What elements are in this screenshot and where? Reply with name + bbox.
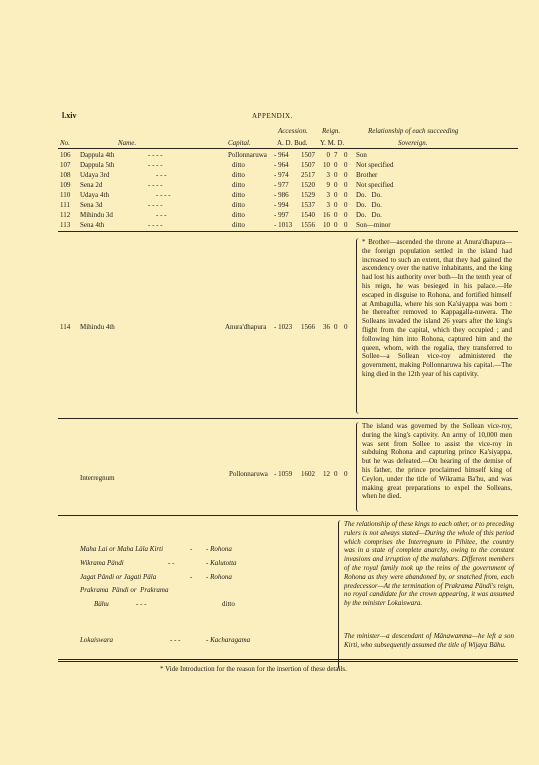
row-ad: - 994: [274, 201, 289, 209]
row-years: 12: [323, 470, 330, 478]
row-capital: Pollonnaruwa: [228, 151, 267, 159]
col-relationship: Relationship of each succeeding: [368, 127, 459, 135]
king-dots: -: [190, 545, 193, 553]
row-bud: 1507: [301, 161, 315, 169]
header-rule: [58, 148, 518, 149]
row-days: 0: [344, 171, 348, 179]
col-ad-bud: A. D. Bud.: [277, 139, 308, 147]
row-rule: [58, 515, 518, 516]
row-months: 7: [334, 151, 338, 159]
row-ad: - 977: [274, 181, 289, 189]
row-ad: - 1013: [274, 221, 293, 229]
row-name: Mihindu 3d: [80, 211, 113, 219]
row-name: Sena 2d: [80, 181, 103, 189]
row-bud: 1556: [301, 221, 315, 229]
row-relationship: Do. Do.: [356, 191, 382, 199]
col-no: No.: [60, 139, 70, 147]
row-months: 0: [334, 191, 338, 199]
row-ad: - 974: [274, 171, 289, 179]
king-capital: - Kacharagama: [206, 636, 251, 644]
row-relationship: Brother: [356, 171, 378, 179]
row-years: 3: [326, 201, 330, 209]
col-capital: Capital.: [228, 139, 251, 147]
row-ad: - 1059: [274, 470, 293, 478]
row-capital: ditto: [232, 221, 245, 229]
row-relationship: Not specified: [356, 181, 394, 189]
row-name: Interregnum: [80, 474, 115, 482]
row-dots: - - - -: [148, 221, 163, 229]
row-months: 0: [334, 211, 338, 219]
row-years: 0: [326, 151, 330, 159]
row-capital: Anura'dhapura: [225, 323, 267, 331]
row-months: 0: [334, 221, 338, 229]
row-dots: - - - -: [148, 201, 163, 209]
row-bud: 1602: [301, 470, 315, 478]
row-days: 0: [344, 221, 348, 229]
row-bud: 1529: [301, 191, 315, 199]
row-days: 0: [344, 323, 348, 331]
row-capital: ditto: [232, 161, 245, 169]
row-dots: - - - -: [148, 151, 163, 159]
col-reign: Reign.: [322, 127, 341, 135]
row-ad: - 997: [274, 211, 289, 219]
row-months: 0: [334, 181, 338, 189]
king-name: Prakrama Pändi or Prakrama: [80, 586, 169, 594]
row-ad: - 964: [274, 151, 289, 159]
row-days: 0: [344, 151, 348, 159]
col-sovereign: Sovereign.: [398, 139, 428, 147]
king-name: Lokaiswara: [80, 636, 114, 644]
king-capital: ditto: [222, 600, 235, 608]
row-months: 0: [334, 201, 338, 209]
col-ymd: Y. M. D.: [320, 139, 345, 147]
row-years: 10: [323, 161, 330, 169]
row-name: Udaya 4th: [80, 191, 109, 199]
row-no: 113: [60, 221, 71, 229]
mihindu-note: * Brother—ascended the throne at Anura'dhapura— the foreign population settled in the island had increased to such an extent, that they had gained the ascendency over the native inhabitants, and the king had lost his authority over both—In the tenth year of his reign, he was besieged in his palace.—He escaped in disguise to Rohona, and fortified himself at Ambagulla, where his son Ka'siyappa was born : he thereafter removed to Kappagalla-nuwera. The Solleans invaded the island 26 years after the king's flight from the capital, which they occupied ; and following him into Rohona, captured him and the queen, whom, with the regalia, they transferred to Sollee—a Sollean vice-roy administered the government, making Pollonnaruwa his capital.—The king died in the 12th year of his captivity.: [362, 238, 512, 378]
king-capital: - Kalutotta: [206, 559, 237, 567]
king-capital: - Rohona: [206, 545, 232, 553]
king-name: Maha Lai or Maha Läla Kirti: [80, 545, 164, 553]
row-days: 0: [344, 161, 348, 169]
row-dots: - - -: [156, 171, 167, 179]
row-capital: ditto: [232, 201, 245, 209]
row-name: Dappula 5th: [80, 161, 115, 169]
row-name: Dappula 4th: [80, 151, 115, 159]
row-ad: - 1023: [274, 323, 293, 331]
interregnum-note: The island was governed by the Sollean vice-roy, during the king's captivity. An army of 10,000 men was sent from Sollee to assist the vice-roy in subduing Rohona and capturing prince Ka'siyappa, but he was defeated.—On hearing of the demise of his father, the prince proclaimed himself king of Ceylon, under the title of Wikrama Ba'hu, and was making great preparations to expel the Solleans, when he died.: [362, 422, 512, 501]
row-days: 0: [344, 201, 348, 209]
row-no: 110: [60, 191, 71, 199]
col-name: Name.: [118, 139, 137, 147]
king-dots: - - -: [136, 600, 147, 608]
row-days: 0: [344, 191, 348, 199]
row-bud: 1507: [301, 151, 315, 159]
row-dots: - - -: [156, 211, 167, 219]
row-bud: 2517: [301, 171, 315, 179]
row-relationship: Not specified: [356, 161, 394, 169]
row-years: 36: [323, 323, 330, 331]
row-no: 114: [60, 323, 71, 331]
row-bud: 1540: [301, 211, 315, 219]
king-dots: - -: [168, 559, 175, 567]
king-dots: -: [190, 573, 193, 581]
row-dots: - - - -: [148, 161, 163, 169]
king-capital: - Rohona: [206, 573, 232, 581]
brace: [356, 422, 361, 512]
row-rule: [58, 418, 518, 419]
row-name: Udaya 3rd: [80, 171, 110, 179]
king-name: Bähu: [94, 600, 109, 608]
row-capital: ditto: [232, 191, 245, 199]
col-accession: Accession.: [278, 127, 308, 135]
row-name: Sena 3d: [80, 201, 103, 209]
brace: [338, 520, 343, 670]
row-dots: - - - -: [148, 181, 163, 189]
row-capital: ditto: [232, 181, 245, 189]
row-ad: - 964: [274, 161, 289, 169]
king-name: Jagat Pändi or Jagati Päla: [80, 573, 157, 581]
row-years: 3: [326, 171, 330, 179]
brace: [356, 238, 361, 414]
row-no: 109: [60, 181, 71, 189]
row-name: Sena 4th: [80, 221, 105, 229]
row-days: 0: [344, 470, 348, 478]
running-title: APPENDIX.: [252, 112, 293, 120]
row-no: 106: [60, 151, 71, 159]
row-months: 0: [334, 323, 338, 331]
row-months: 0: [334, 470, 338, 478]
row-days: 0: [344, 181, 348, 189]
row-rule: [58, 231, 518, 232]
row-bud: 1520: [301, 181, 315, 189]
footer-rule-double: [58, 661, 518, 662]
row-years: 16: [323, 211, 330, 219]
row-capital: Pollonnaruwa: [229, 470, 268, 478]
rohona-note: The relationship of these kings to each other, or to preceding rulers is not always stated—During the whole of this period which comprises the Interregnum in Pihitee, the country was in a state of complete anarchy, owing to the constant invasions and irruption of the malabars. Different members of the royal family took up the reins of the government of Rohona as they were abandoned by, or snatched from, each predecessor—At the termination of Prakrama Pändi's reign, no royal candidate for the crown appearing, it was assumed by the minister Lokaiswara.: [344, 520, 514, 608]
row-years: 9: [326, 181, 330, 189]
row-ad: - 986: [274, 191, 289, 199]
row-years: 10: [323, 221, 330, 229]
row-no: 112: [60, 211, 71, 219]
row-relationship: Son: [356, 151, 367, 159]
king-name: Wikrama Pändi: [80, 559, 124, 567]
page-number: l.xiv: [62, 111, 77, 120]
row-no: 111: [60, 201, 70, 209]
row-months: 0: [334, 161, 338, 169]
row-relationship: Do. Do.: [356, 201, 382, 209]
row-dots: - - - -: [156, 191, 171, 199]
row-capital: ditto: [232, 171, 245, 179]
row-bud: 1566: [301, 323, 315, 331]
footnote: * Vide Introduction for the reason for the insertion of these details.: [160, 665, 347, 673]
row-no: 108: [60, 171, 71, 179]
row-name: Mihindu 4th: [80, 323, 115, 331]
king-dots: - - -: [170, 636, 181, 644]
lokaiswara-note: The minister—a descendant of Mänawamma—he left a son Kirti, who subsequently assumed the title of Wijaya Bähu.: [344, 632, 514, 649]
row-years: 3: [326, 191, 330, 199]
row-relationship: Son—minor: [356, 221, 391, 229]
row-days: 0: [344, 211, 348, 219]
row-no: 107: [60, 161, 71, 169]
row-capital: ditto: [232, 211, 245, 219]
row-months: 0: [334, 171, 338, 179]
footer-rule: [58, 659, 518, 660]
row-relationship: Do. Do.: [356, 211, 382, 219]
row-bud: 1537: [301, 201, 315, 209]
